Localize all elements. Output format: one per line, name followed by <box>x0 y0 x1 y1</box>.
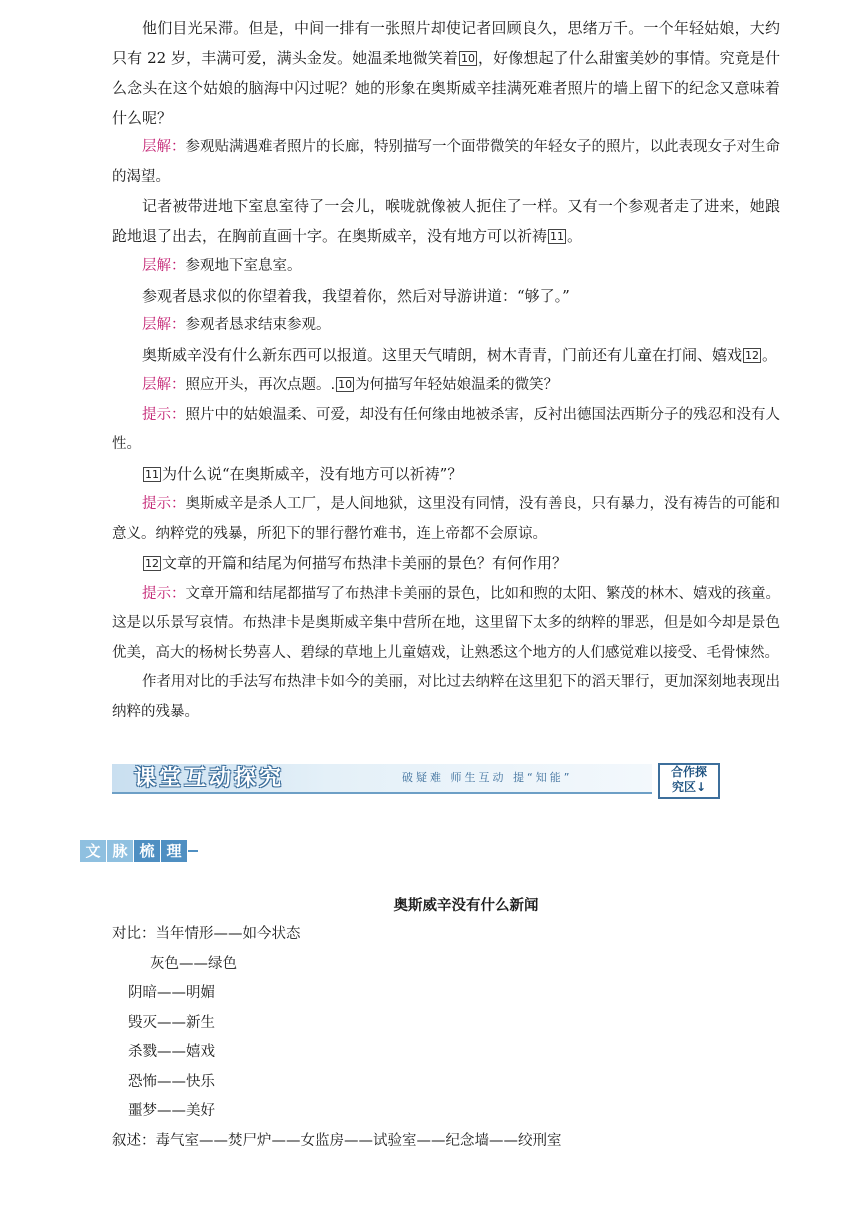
comment-tag: 层解： <box>142 317 186 333</box>
hint: 提示：照片中的姑娘温柔、可爱，却没有任何缘由地被杀害，反衬出德国法西斯分子的残忍和没有人性。 <box>112 406 780 452</box>
comment-tag: 层解： <box>142 258 186 274</box>
outline-title: 奥斯威辛没有什么新闻 <box>393 898 539 914</box>
comment: 层解：照应开头，再次点题。. 10 为何描写年轻姑娘温柔的微笑？ <box>142 377 559 393</box>
outline-row: 杀戮——嬉戏 <box>128 1044 215 1060</box>
paragraph: 奥斯威辛没有什么新东西可以报道。这里天气晴朗，树木青青，门前还有儿童在打闹、嬉戏 12 。 <box>142 345 778 364</box>
section-tag-char: 文 <box>80 840 106 862</box>
paragraph: 参观者恳求似的你望着我，我望着你，然后对导游讲道：“够了。” <box>142 286 570 305</box>
note-marker: 10 <box>460 51 475 65</box>
hint-tag: 提示： <box>142 496 186 512</box>
banner-badge <box>658 763 720 799</box>
comment: 层解：参观贴满遇难者照片的长廊，特别描写一个面带微笑的年轻女子的照片，以此表现女子对生命的渴望。 <box>112 139 780 185</box>
section-tag <box>80 838 198 862</box>
outline-row: 毁灭——新生 <box>128 1014 215 1031</box>
section-tag-char: 梳 <box>134 840 160 862</box>
comment-tag: 层解： <box>142 377 186 393</box>
hint-tag: 提示： <box>142 406 186 423</box>
outline-row: 恐怖——快乐 <box>128 1073 215 1090</box>
hint-tag: 提示： <box>142 585 186 602</box>
banner-subtitle: 破疑难 师生互动 提“知能” <box>402 771 573 784</box>
note-marker: 12 <box>145 557 159 570</box>
comment: 层解：参观地下室息室。 <box>142 258 302 274</box>
section-tag-char: 理 <box>161 840 187 862</box>
outline-row: 噩梦——美好 <box>128 1103 215 1119</box>
comment: 层解：参观者恳求结束参观。 <box>142 317 331 333</box>
section-banner <box>112 760 720 798</box>
banner-title: 课堂互动探究 <box>134 765 285 791</box>
hint: 提示：文章开篇和结尾都描写了布热津卡美丽的景色，比如和煦的太阳、繁茂的林木、嬉戏的孩童。这是以乐景写哀情。布热津卡是奥斯威辛集中营所在地，这里留下太多的纳粹的罪恶，但是如今却是景色优美，高大的杨树长势喜人、碧绿的草地上儿童嬉戏，让熟悉这个地方的人们感觉难以接受、毛骨悚然。 <box>112 585 780 661</box>
banner-badge-line: 究区↓ <box>671 780 707 794</box>
outline-row: 叙述：毒气室——焚尸炉——女监房——试验室——纪念墙——绞刑室 <box>112 1132 562 1149</box>
outline-row: 对比：当年情形——如今状态 <box>112 926 301 942</box>
outline-row: 阴暗——明媚 <box>128 985 215 1001</box>
hint: 提示：奥斯威辛是杀人工厂，是人间地狱，这里没有同情，没有善良，只有暴力，没有祷告的可能和意义。纳粹党的残暴，所犯下的罪行罄竹难书，连上帝都不会原谅。 <box>112 496 780 542</box>
banner-badge-line: 合作探 <box>670 765 707 779</box>
question: 11 为什么说“在奥斯威辛，没有地方可以祈祷”？ <box>145 464 463 483</box>
note-marker: 11 <box>145 467 159 481</box>
question: 12 文章的开篇和结尾为何描写布热津卡美丽的景色？有何作用？ <box>145 554 568 572</box>
note-marker: 11 <box>550 229 565 243</box>
note-marker: 12 <box>745 348 760 362</box>
structure-outline <box>112 894 780 1156</box>
section-tag-line <box>188 850 198 852</box>
note-marker: 10 <box>338 378 353 391</box>
reading-text <box>112 14 780 727</box>
paragraph: 记者被带进地下室息室待了一会儿，喉咙就像被人扼住了一样。又有一个参观者走了进来，她踉跄地退了出去，在胸前直画十字。在奥斯威辛，没有地方可以祈祷 11 。 <box>112 197 780 245</box>
paragraph: 作者用对比的手法写布热津卡如今的美丽，对比过去纳粹在这里犯下的滔天罪行，更加深刻地表现出纳粹的残暴。 <box>112 674 780 720</box>
paragraph: 他们目光呆滞。但是，中间一排有一张照片却使记者回顾良久，思绪万千。一个年轻姑娘，大约只有 22 岁，丰满可爱，满头金发。她温柔地微笑着 10 ，好像想起了什么甜蜜美妙的事情。究竟是什么念头在这个姑娘的脑海中闪过呢？她的形象在奥斯威辛挂满死难者照片的墙上留下的纪念又意味着什么呢？ <box>112 19 780 127</box>
section-tag-char: 脉 <box>107 840 133 862</box>
outline-row: 灰色——绿色 <box>150 955 237 972</box>
comment-tag: 层解： <box>142 139 186 155</box>
